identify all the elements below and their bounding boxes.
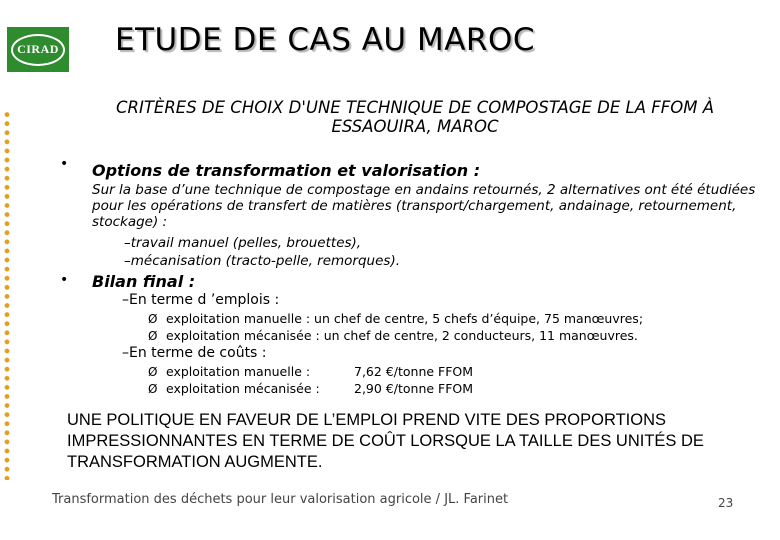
cost-item-value: 7,62 €/tonne FFOM <box>354 364 474 379</box>
arrow-bullet-icon: Ø <box>148 382 158 396</box>
cost-item-value: 2,90 €/tonne FFOM <box>354 381 474 396</box>
cost-item-label-text: exploitation mécanisée : <box>166 381 320 396</box>
employment-item <box>148 311 643 326</box>
bullet-icon: • <box>60 272 69 288</box>
employment-item <box>148 328 638 343</box>
employment-label: –En terme d ’emplois : <box>122 292 280 308</box>
section2-heading: Bilan final : <box>92 272 196 291</box>
section1-heading: Options de transformation et valorisation : <box>92 161 481 180</box>
cirad-logo-text: CIRAD <box>11 34 65 66</box>
page-number: 23 <box>718 496 734 510</box>
footer-text: Transformation des déchets pour leur valorisation agricole / JL. Farinet <box>52 492 509 507</box>
employment-item-text: exploitation mécanisée : un chef de centre, 2 conducteurs, 11 manœuvres. <box>166 328 638 343</box>
slide-title: ETUDE DE CAS AU MAROC <box>115 22 536 58</box>
arrow-bullet-icon: Ø <box>148 312 158 326</box>
section1-item-mechanized: –mécanisation (tracto-pelle, remorques). <box>124 253 400 269</box>
cost-item-label-text: exploitation manuelle : <box>166 364 311 379</box>
cost-item-label <box>148 381 320 396</box>
section1-paragraph: Sur la base d’une technique de compostage en andains retournés, 2 alternatives ont été étudiées pour les opérations de transfert de matières (transport/chargement, andainage, retournement, stockage) : <box>92 182 756 230</box>
bullet-icon: • <box>60 156 69 172</box>
employment-item-text: exploitation manuelle : un chef de centre, 5 chefs d’équipe, 75 manœuvres; <box>166 311 644 326</box>
dotted-border-decoration <box>2 110 12 480</box>
cirad-logo <box>7 27 69 72</box>
arrow-bullet-icon: Ø <box>148 329 158 343</box>
arrow-bullet-icon: Ø <box>148 365 158 379</box>
slide-subtitle: CRITÈRES DE CHOIX D'UNE TECHNIQUE DE COMPOSTAGE DE LA FFOM À ESSAOUIRA, MAROC <box>115 98 715 136</box>
cost-item-label <box>148 364 310 379</box>
conclusion-text: UNE POLITIQUE EN FAVEUR DE L’EMPLOI PREND VITE DES PROPORTIONS IMPRESSIONNANTES EN TERME DE COÛT LORSQUE LA TAILLE DES UNITÉS DE TRANSFORMATION AUGMENTE. <box>67 411 704 471</box>
section1-item-manual: –travail manuel (pelles, brouettes), <box>124 235 362 251</box>
costs-label: –En terme de coûts : <box>122 345 267 361</box>
